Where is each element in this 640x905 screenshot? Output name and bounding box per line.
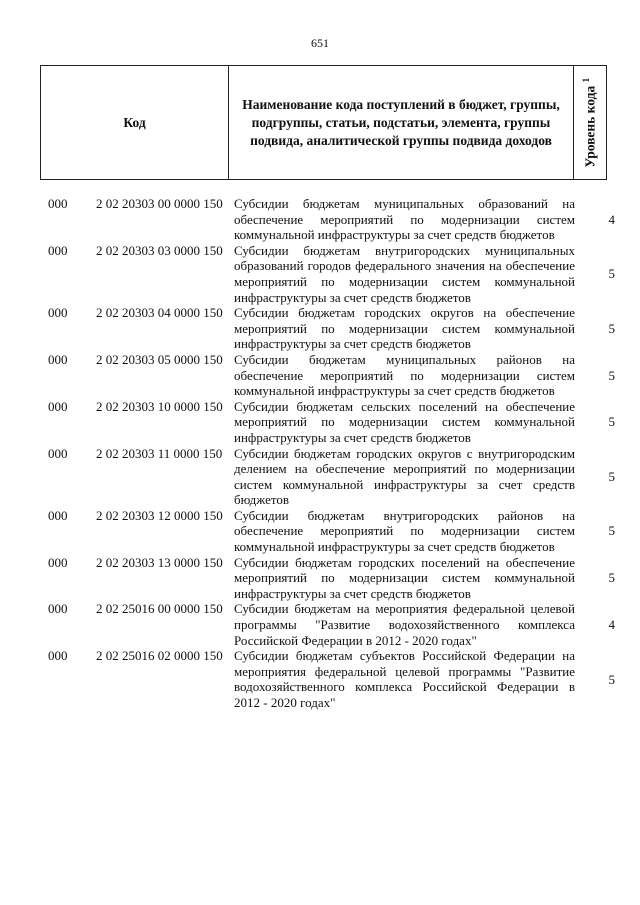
row-code: 2 02 20303 00 0000 150: [96, 196, 223, 211]
table-row: [0, 555, 640, 602]
row-prefix: 000: [48, 648, 68, 664]
row-prefix: 000: [48, 351, 68, 367]
row-text: Субсидии бюджетам городских округов на обеспечение мероприятий по модернизации систем коммунальной инфраструктуры за счет средств бюджетов: [234, 305, 575, 352]
row-code: 2 02 20303 11 0000 150: [96, 445, 223, 461]
table-row: [0, 196, 640, 243]
row-prefix: 000: [48, 507, 68, 523]
row-level: 5: [608, 468, 615, 484]
row-code: 2 02 20303 13 0000 150: [96, 554, 223, 570]
table-header: [40, 65, 607, 180]
row-level: 5: [608, 570, 615, 586]
row-level: 5: [608, 414, 615, 430]
row-code: 2 02 25016 02 0000 150: [96, 648, 223, 664]
table-row: [0, 601, 640, 648]
table-row: [0, 399, 640, 446]
row-level: 5: [608, 523, 615, 539]
row-text: Субсидии бюджетам муниципальных образований на обеспечение мероприятий по модернизации систем коммунальной инфраструктуры за счет средств бюджетов: [234, 196, 575, 243]
row-text: Субсидии бюджетам внутригородских муниципальных образований городов федерального значения на обеспечение мероприятий по модернизации систем коммунальной инфраструктуры за счет средств бюджетов: [234, 242, 575, 305]
row-text: Субсидии бюджетам субъектов Российской Федерации на мероприятия федеральной целевой программы "Развитие водохозяйственного комплекса Российской Федерации в 2012 - 2020 годах": [234, 648, 575, 710]
row-level: 5: [608, 320, 615, 336]
row-prefix: 000: [48, 305, 68, 321]
row-code: 2 02 20303 12 0000 150: [96, 507, 223, 523]
header-level-cell: [574, 66, 606, 179]
header-level-label: Уровень кода: [582, 85, 598, 168]
row-text: Субсидии бюджетам муниципальных районов на обеспечение мероприятий по модернизации систем коммунальной инфраструктуры за счет средств бюджетов: [234, 351, 575, 399]
table-row: [0, 446, 640, 508]
row-text: Субсидии бюджетам на мероприятия федеральной целевой программы "Развитие водохозяйственного комплекса Российской Федерации в 2012 - 2020 годах": [234, 601, 575, 648]
table-row: [0, 648, 640, 710]
table-row: [0, 352, 640, 399]
row-text: Субсидии бюджетам сельских поселений на обеспечение мероприятий по модернизации систем коммунальной инфраструктуры за счет средств бюджетов: [234, 398, 575, 445]
row-level: 4: [608, 211, 615, 227]
row-level: 4: [608, 617, 615, 633]
row-code: 2 02 20303 10 0000 150: [96, 398, 223, 414]
row-level: 5: [608, 671, 615, 687]
row-text: Субсидии бюджетам внутригородских районов на обеспечение мероприятий по модернизации систем коммунальной инфраструктуры за счет средств бюджетов: [234, 507, 575, 555]
row-prefix: 000: [48, 445, 68, 461]
table-row: [0, 243, 640, 305]
row-code: 2 02 20303 05 0000 150: [96, 351, 223, 367]
row-prefix: 000: [48, 601, 68, 617]
header-level-footnote: 1: [581, 77, 592, 83]
header-name: Наименование кода поступлений в бюджет, группы, подгруппы, статьи, подстатьи, элемента, группы подвида, аналитической группы подвида доходов: [229, 66, 574, 179]
row-code: 2 02 20303 04 0000 150: [96, 305, 223, 321]
row-prefix: 000: [48, 554, 68, 570]
row-code: 2 02 20303 03 0000 150: [96, 242, 223, 258]
table-row: [0, 508, 640, 555]
row-level: 5: [608, 266, 615, 282]
table-body: [0, 196, 640, 711]
row-prefix: 000: [48, 242, 68, 258]
row-prefix: 000: [48, 196, 68, 211]
header-level: [581, 78, 599, 168]
row-level: 5: [608, 367, 615, 383]
row-prefix: 000: [48, 398, 68, 414]
page-number: 651: [311, 36, 329, 50]
row-code: 2 02 25016 00 0000 150: [96, 601, 223, 617]
table-row: [0, 305, 640, 352]
row-text: Субсидии бюджетам городских округов с внутригородским делением на обеспечение мероприятий по модернизации систем коммунальной инфраструктуры за счет средств бюджетов: [234, 445, 575, 508]
header-code: Код: [41, 66, 229, 179]
row-text: Субсидии бюджетам городских поселений на обеспечение мероприятий по модернизации систем коммунальной инфраструктуры за счет средств бюджетов: [234, 554, 575, 601]
